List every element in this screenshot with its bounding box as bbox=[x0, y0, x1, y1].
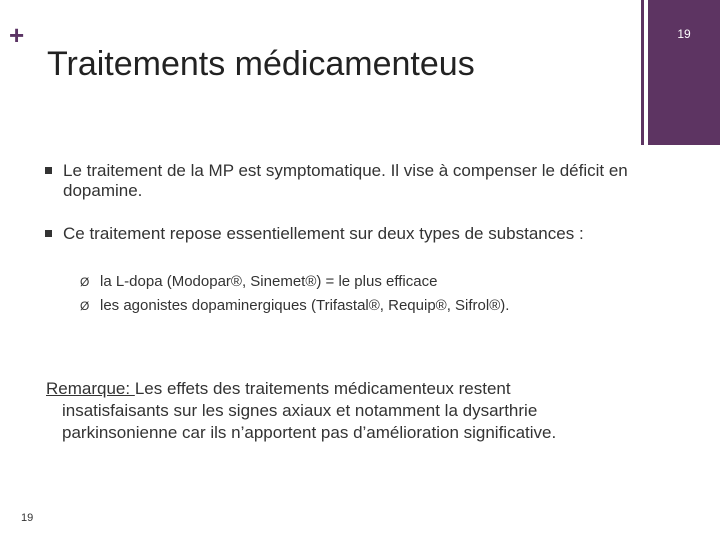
remark-paragraph bbox=[46, 378, 636, 444]
sidebar-accent-block bbox=[648, 0, 720, 145]
bullet-item bbox=[45, 224, 635, 244]
bullet-item bbox=[45, 161, 635, 201]
sub-bullet-text: la L-dopa (Modopar®, Sinemet®) = le plus efficace bbox=[100, 273, 438, 290]
remark-label: Remarque: bbox=[46, 379, 135, 398]
page-number-bottom: 19 bbox=[21, 512, 34, 524]
page-number-top: 19 bbox=[677, 27, 691, 41]
remark-first-line: Les effets des traitements médicamenteux restent bbox=[134, 379, 511, 398]
square-bullet-icon bbox=[45, 167, 52, 174]
arrow-bullet-icon: Ø bbox=[80, 299, 90, 313]
sub-bullet-item bbox=[80, 272, 437, 292]
bullet-text: Ce traitement repose essentiellement sur deux types de substances : bbox=[63, 224, 584, 243]
slide-title: Traitements médicamenteus bbox=[47, 45, 475, 83]
plus-icon: + bbox=[9, 20, 25, 50]
arrow-bullet-icon: Ø bbox=[80, 275, 90, 289]
bullet-text: Le traitement de la MP est symptomatique. Il vise à compenser le déficit en dopamine. bbox=[63, 161, 628, 200]
remark-continuation: insatisfaisants sur les signes axiaux et notamment la dysarthrie parkinsonienne car ils n’apportent pas d’amélioration significative. bbox=[62, 401, 557, 442]
sub-bullet-item bbox=[80, 296, 509, 316]
sub-bullet-text: les agonistes dopaminergiques (Trifastal®, Requip®, Sifrol®). bbox=[100, 297, 510, 314]
sidebar-divider-line bbox=[641, 0, 644, 145]
square-bullet-icon bbox=[45, 230, 52, 237]
